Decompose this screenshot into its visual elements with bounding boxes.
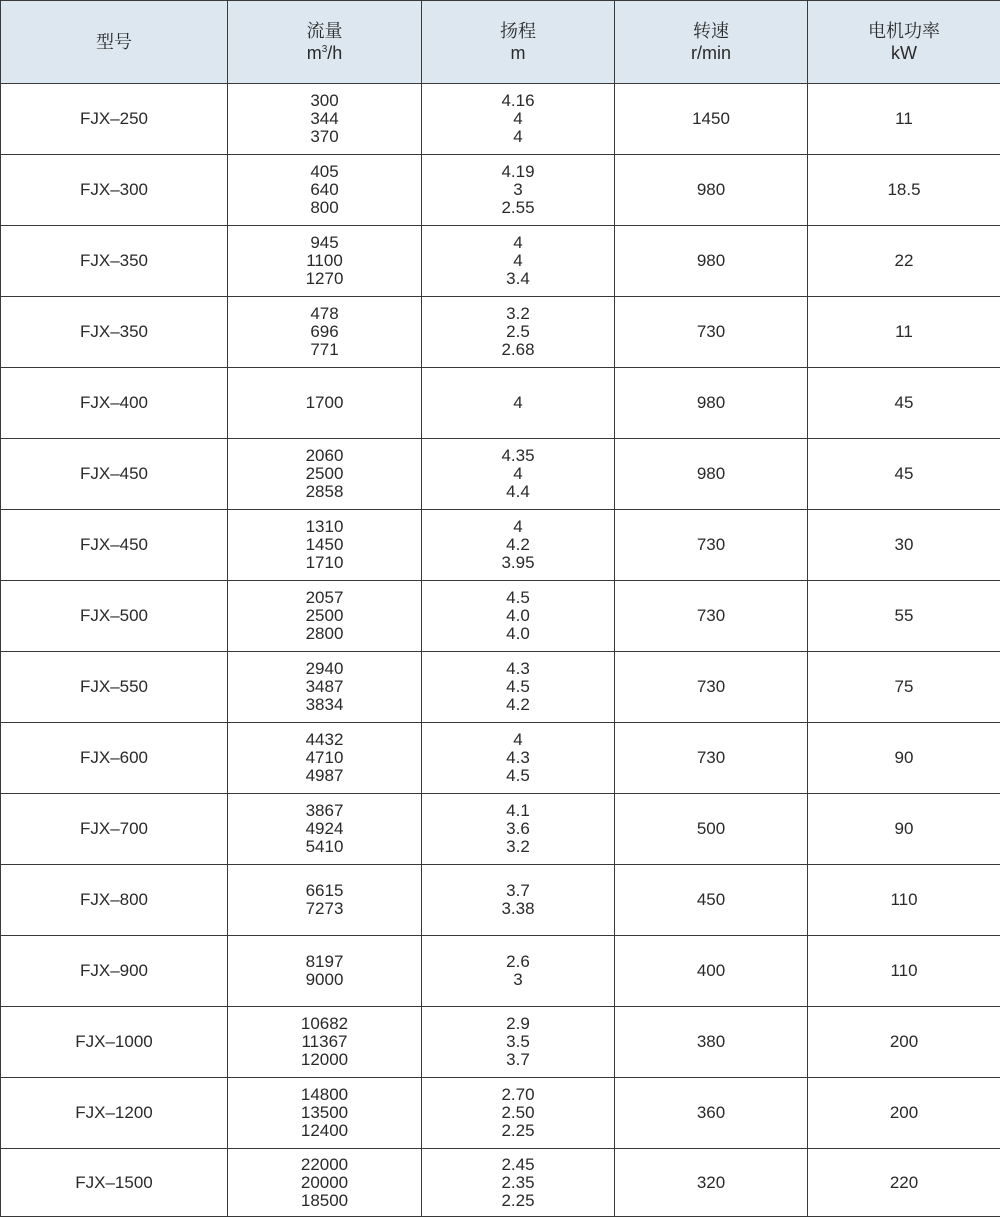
header-head — [422, 1, 615, 84]
header-power — [808, 1, 1000, 84]
flow-cell — [228, 936, 422, 1007]
head-value: 4 — [513, 233, 523, 252]
header-head-title: 扬程 — [500, 21, 536, 41]
head-value: 4.3 — [506, 659, 530, 678]
table-body — [1, 84, 1000, 1217]
head-value: 4.5 — [506, 766, 530, 785]
header-row — [1, 1, 1000, 84]
power-value: 90 — [894, 819, 914, 838]
model-value: FJX–600 — [79, 748, 149, 767]
flow-value: 771 — [310, 340, 339, 359]
model-cell — [1, 1078, 228, 1149]
speed-cell — [615, 368, 808, 439]
model-value: FJX–350 — [79, 322, 149, 341]
model-cell — [1, 439, 228, 510]
power-cell — [808, 1078, 1000, 1149]
head-value: 2.35 — [501, 1172, 535, 1192]
head-cell — [422, 1007, 615, 1078]
table-row — [1, 439, 1000, 510]
speed-cell — [615, 723, 808, 794]
flow-value: 4710 — [305, 748, 344, 767]
model-value: FJX–450 — [79, 464, 149, 483]
flow-value: 300 — [310, 91, 339, 110]
flow-value: 6615 — [305, 881, 344, 900]
flow-value: 945 — [310, 233, 339, 252]
power-cell — [808, 723, 1000, 794]
model-cell — [1, 1149, 228, 1217]
head-value: 3.5 — [506, 1032, 530, 1051]
head-value: 4 — [513, 127, 523, 146]
header-speed — [615, 1, 808, 84]
header-speed-title: 转速 — [693, 21, 729, 41]
speed-value: 500 — [696, 819, 726, 838]
flow-cell — [228, 155, 422, 226]
speed-value: 450 — [696, 890, 726, 909]
model-cell — [1, 84, 228, 155]
head-cell — [422, 155, 615, 226]
speed-cell — [615, 794, 808, 865]
power-value: 45 — [894, 393, 914, 412]
flow-value: 1710 — [305, 553, 344, 572]
flow-value: 2500 — [305, 464, 344, 483]
model-value: FJX–250 — [79, 109, 149, 128]
model-value: FJX–800 — [79, 890, 149, 909]
table-row — [1, 1149, 1000, 1217]
flow-value: 18500 — [300, 1190, 349, 1210]
power-value: 110 — [890, 961, 918, 980]
head-value: 2.6 — [506, 952, 530, 971]
head-value: 3 — [513, 970, 523, 989]
header-power-unit: kW — [891, 43, 917, 63]
header-flow-unit-suffix: /h — [327, 43, 343, 63]
head-value: 4.2 — [506, 695, 530, 714]
flow-value: 9000 — [305, 970, 344, 989]
flow-value: 7273 — [305, 899, 344, 918]
table-row — [1, 84, 1000, 155]
power-cell — [808, 1149, 1000, 1217]
head-value: 2.9 — [506, 1014, 530, 1033]
flow-value: 10682 — [300, 1014, 349, 1033]
flow-cell — [228, 439, 422, 510]
power-cell — [808, 84, 1000, 155]
flow-cell — [228, 652, 422, 723]
speed-cell — [615, 226, 808, 297]
head-value: 3.4 — [506, 269, 530, 288]
flow-value: 1310 — [305, 517, 344, 536]
flow-value: 478 — [310, 304, 339, 323]
flow-value: 12400 — [300, 1121, 349, 1140]
flow-value: 2800 — [305, 624, 344, 643]
head-value: 2.70 — [501, 1085, 535, 1104]
head-value: 2.55 — [501, 198, 535, 217]
head-cell — [422, 723, 615, 794]
head-value: 2.5 — [506, 322, 530, 341]
flow-value: 14800 — [300, 1085, 349, 1104]
speed-cell — [615, 936, 808, 1007]
flow-value: 20000 — [300, 1172, 349, 1192]
flow-cell — [228, 226, 422, 297]
flow-value: 3867 — [305, 801, 344, 820]
model-cell — [1, 510, 228, 581]
flow-cell — [228, 510, 422, 581]
header-model — [1, 1, 228, 84]
head-value: 2.45 — [501, 1154, 535, 1174]
head-value: 4.2 — [506, 535, 530, 554]
power-cell — [808, 865, 1000, 936]
flow-value: 1700 — [305, 393, 344, 412]
model-cell — [1, 226, 228, 297]
head-value: 4.5 — [506, 588, 530, 607]
power-cell — [808, 652, 1000, 723]
flow-value: 1450 — [305, 535, 344, 554]
power-value: 75 — [894, 677, 914, 696]
head-value: 4.0 — [506, 606, 530, 625]
model-cell — [1, 155, 228, 226]
speed-value: 360 — [696, 1103, 726, 1122]
head-cell — [422, 936, 615, 1007]
header-head-unit: m — [510, 43, 526, 63]
model-cell — [1, 368, 228, 439]
flow-cell — [228, 1149, 422, 1217]
power-cell — [808, 155, 1000, 226]
head-value: 4 — [513, 464, 523, 483]
head-value: 4.35 — [501, 446, 535, 465]
power-cell — [808, 368, 1000, 439]
header-power-title: 电机功率 — [868, 21, 940, 41]
flow-cell — [228, 581, 422, 652]
power-cell — [808, 510, 1000, 581]
power-cell — [808, 226, 1000, 297]
head-value: 4.4 — [506, 482, 530, 501]
model-value: FJX–550 — [79, 677, 149, 696]
head-value: 4.0 — [506, 624, 530, 643]
head-cell — [422, 439, 615, 510]
flow-cell — [228, 794, 422, 865]
head-cell — [422, 226, 615, 297]
power-value: 200 — [889, 1032, 919, 1051]
model-value: FJX–400 — [79, 393, 149, 412]
head-cell — [422, 865, 615, 936]
head-value: 3.38 — [501, 899, 535, 918]
speed-value: 730 — [696, 606, 726, 625]
speed-cell — [615, 84, 808, 155]
head-value: 2.50 — [501, 1103, 535, 1122]
table-row — [1, 865, 1000, 936]
speed-value: 730 — [696, 677, 726, 696]
model-value: FJX–1200 — [75, 1103, 153, 1122]
speed-value: 1450 — [692, 109, 730, 128]
header-flow-unit-superscript: 3 — [321, 44, 328, 55]
flow-value: 2858 — [305, 482, 344, 501]
table-row — [1, 581, 1000, 652]
head-cell — [422, 1149, 615, 1217]
table-header — [1, 1, 1000, 84]
model-cell — [1, 794, 228, 865]
power-value: 11 — [895, 109, 913, 128]
flow-value: 344 — [310, 109, 339, 128]
model-value: FJX–1000 — [75, 1032, 153, 1051]
head-value: 3.6 — [506, 819, 530, 838]
model-cell — [1, 297, 228, 368]
model-value: FJX–700 — [79, 819, 149, 838]
model-value: FJX–300 — [79, 180, 149, 199]
flow-value: 3487 — [305, 677, 344, 696]
table-row — [1, 1078, 1000, 1149]
head-cell — [422, 581, 615, 652]
head-cell — [422, 1078, 615, 1149]
header-flow — [228, 1, 422, 84]
head-value: 4 — [513, 251, 523, 270]
head-value: 4.16 — [501, 91, 535, 110]
flow-value: 405 — [310, 162, 339, 181]
power-value: 200 — [889, 1103, 919, 1122]
head-value: 3.7 — [506, 1050, 530, 1069]
flow-value: 3834 — [305, 695, 344, 714]
table-row — [1, 723, 1000, 794]
model-cell — [1, 581, 228, 652]
power-cell — [808, 794, 1000, 865]
head-value: 4.3 — [506, 748, 530, 767]
head-value: 3.2 — [506, 837, 530, 856]
flow-cell — [228, 368, 422, 439]
power-value: 220 — [889, 1172, 919, 1192]
head-value: 4 — [513, 517, 523, 536]
power-cell — [808, 439, 1000, 510]
table-row — [1, 652, 1000, 723]
flow-cell — [228, 865, 422, 936]
flow-value: 8197 — [305, 952, 344, 971]
flow-cell — [228, 84, 422, 155]
table-row — [1, 794, 1000, 865]
power-value: 110 — [890, 890, 918, 909]
table-row — [1, 155, 1000, 226]
header-flow-title: 流量 — [306, 21, 343, 41]
flow-value: 13500 — [300, 1103, 349, 1122]
flow-cell — [228, 1078, 422, 1149]
flow-value: 2057 — [305, 588, 344, 607]
table-row — [1, 368, 1000, 439]
flow-value: 4987 — [305, 766, 344, 785]
head-value: 4.5 — [506, 677, 530, 696]
header-flow-unit-prefix: m — [306, 43, 322, 63]
speed-value: 320 — [696, 1172, 726, 1192]
head-value: 4.19 — [501, 162, 535, 181]
power-value: 18.5 — [887, 180, 921, 199]
speed-value: 380 — [696, 1032, 726, 1051]
speed-cell — [615, 510, 808, 581]
speed-value: 730 — [696, 322, 726, 341]
power-value: 45 — [894, 464, 914, 483]
flow-value: 22000 — [300, 1154, 349, 1174]
flow-value: 640 — [310, 180, 339, 199]
flow-value: 800 — [310, 198, 339, 217]
power-value: 30 — [894, 535, 914, 554]
model-value: FJX–450 — [79, 535, 149, 554]
head-value: 2.25 — [501, 1190, 535, 1210]
table-row — [1, 510, 1000, 581]
model-cell — [1, 936, 228, 1007]
power-cell — [808, 297, 1000, 368]
model-value: FJX–1500 — [75, 1172, 153, 1192]
flow-value: 4432 — [305, 730, 344, 749]
speed-cell — [615, 439, 808, 510]
speed-cell — [615, 865, 808, 936]
model-cell — [1, 652, 228, 723]
power-value: 90 — [894, 748, 914, 767]
power-cell — [808, 1007, 1000, 1078]
head-cell — [422, 794, 615, 865]
table-row — [1, 297, 1000, 368]
head-value: 4 — [513, 730, 523, 749]
speed-cell — [615, 1078, 808, 1149]
speed-value: 400 — [696, 961, 726, 980]
head-cell — [422, 84, 615, 155]
header-model-title: 型号 — [96, 32, 132, 52]
flow-cell — [228, 723, 422, 794]
model-cell — [1, 723, 228, 794]
head-value: 3 — [513, 180, 523, 199]
speed-value: 980 — [696, 393, 726, 412]
speed-cell — [615, 652, 808, 723]
table-row — [1, 226, 1000, 297]
head-value: 3.95 — [501, 553, 535, 572]
speed-cell — [615, 297, 808, 368]
speed-value: 980 — [696, 464, 726, 483]
head-cell — [422, 510, 615, 581]
table-row — [1, 936, 1000, 1007]
power-value: 22 — [894, 251, 914, 270]
speed-cell — [615, 155, 808, 226]
flow-value: 4924 — [305, 819, 344, 838]
head-value: 2.25 — [501, 1121, 535, 1140]
speed-value: 980 — [696, 180, 726, 199]
head-value: 2.68 — [501, 340, 535, 359]
flow-value: 1100 — [306, 251, 343, 270]
flow-value: 370 — [310, 127, 339, 146]
flow-cell — [228, 297, 422, 368]
power-cell — [808, 581, 1000, 652]
flow-value: 2940 — [305, 659, 344, 678]
flow-cell — [228, 1007, 422, 1078]
model-value: FJX–500 — [79, 606, 149, 625]
flow-value: 2060 — [305, 446, 344, 465]
head-value: 4 — [513, 109, 523, 128]
model-value: FJX–900 — [79, 961, 149, 980]
header-speed-unit: r/min — [691, 43, 731, 63]
head-value: 3.7 — [506, 881, 530, 900]
speed-value: 980 — [696, 251, 726, 270]
head-value: 4 — [513, 393, 523, 412]
speed-value: 730 — [696, 748, 726, 767]
power-cell — [808, 936, 1000, 1007]
flow-value: 2500 — [305, 606, 344, 625]
flow-value: 1270 — [305, 269, 344, 288]
head-cell — [422, 652, 615, 723]
flow-value: 12000 — [300, 1050, 349, 1069]
speed-cell — [615, 1149, 808, 1217]
speed-value: 730 — [696, 535, 726, 554]
speed-cell — [615, 581, 808, 652]
head-cell — [422, 368, 615, 439]
table-row — [1, 1007, 1000, 1078]
flow-value: 5410 — [305, 837, 344, 856]
speed-cell — [615, 1007, 808, 1078]
model-cell — [1, 865, 228, 936]
model-cell — [1, 1007, 228, 1078]
power-value: 55 — [894, 606, 914, 625]
header-flow-unit — [228, 42, 421, 64]
flow-value: 11367 — [301, 1032, 348, 1051]
power-value: 11 — [895, 322, 913, 341]
head-cell — [422, 297, 615, 368]
model-value: FJX–350 — [79, 251, 149, 270]
flow-value: 696 — [310, 322, 339, 341]
head-value: 3.2 — [506, 304, 530, 323]
head-value: 4.1 — [506, 801, 530, 820]
